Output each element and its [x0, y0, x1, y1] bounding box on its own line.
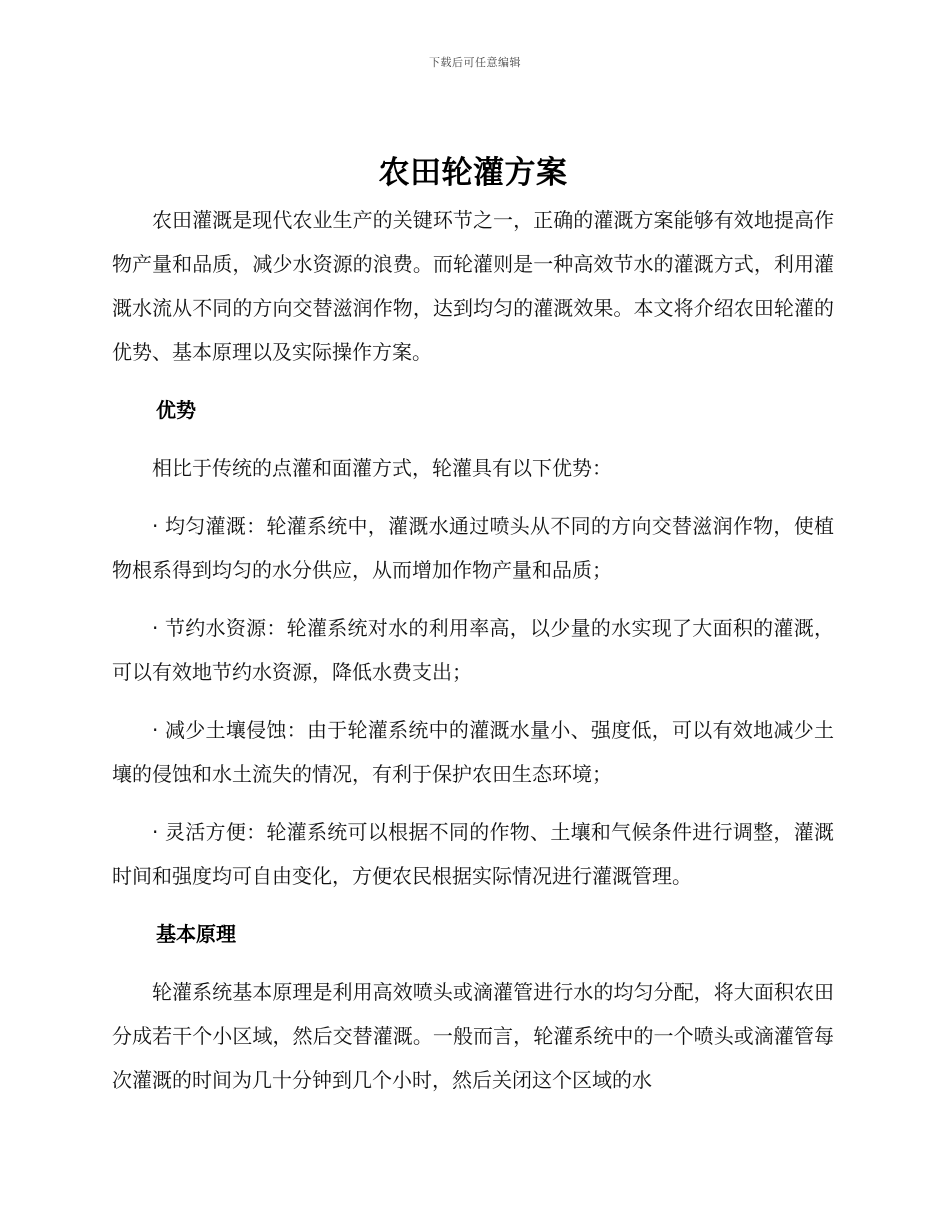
advantage-item-erosion: · 减少土壤侵蚀：由于轮灌系统中的灌溉水量小、强度低，可以有效地减少土壤的侵蚀和水土流失的情况，有利于保护农田生态环境；: [112, 718, 834, 786]
advantage-item-uniform: · 均匀灌溉：轮灌系统中，灌溉水通过喷头从不同的方向交替滋润作物，使植物根系得到均匀的水分供应，从而增加作物产量和品质；: [112, 514, 834, 582]
advantage-item-water-saving: · 节约水资源：轮灌系统对水的利用率高，以少量的水实现了大面积的灌溉，可以有效地节约水资源，降低水费支出；: [112, 616, 834, 684]
principle-heading: 基本原理: [156, 922, 236, 946]
header-note: 下载后可任意编辑: [429, 56, 521, 69]
intro-paragraph: 农田灌溉是现代农业生产的关键环节之一，正确的灌溉方案能够有效地提高作物产量和品质，减少水资源的浪费。而轮灌则是一种高效节水的灌溉方式，利用灌溉水流从不同的方向交替滋润作物，达到均匀的灌溉效果。本文将介绍农田轮灌的优势、基本原理以及实际操作方案。: [112, 208, 834, 364]
advantages-heading: 优势: [156, 398, 196, 422]
document-body: [112, 148, 834, 1102]
principle-paragraph: 轮灌系统基本原理是利用高效喷头或滴灌管进行水的均匀分配，将大面积农田分成若干个小区域，然后交替灌溉。一般而言，轮灌系统中的一个喷头或滴灌管每次灌溉的时间为几十分钟到几个小时，然后关闭这个区域的水: [112, 980, 834, 1092]
document-title: 农田轮灌方案: [378, 155, 568, 191]
advantage-item-flexible: · 灵活方便：轮灌系统可以根据不同的作物、土壤和气候条件进行调整，灌溉时间和强度均可自由变化，方便农民根据实际情况进行灌溉管理。: [112, 820, 834, 888]
advantages-lead: 相比于传统的点灌和面灌方式，轮灌具有以下优势：: [152, 456, 612, 480]
